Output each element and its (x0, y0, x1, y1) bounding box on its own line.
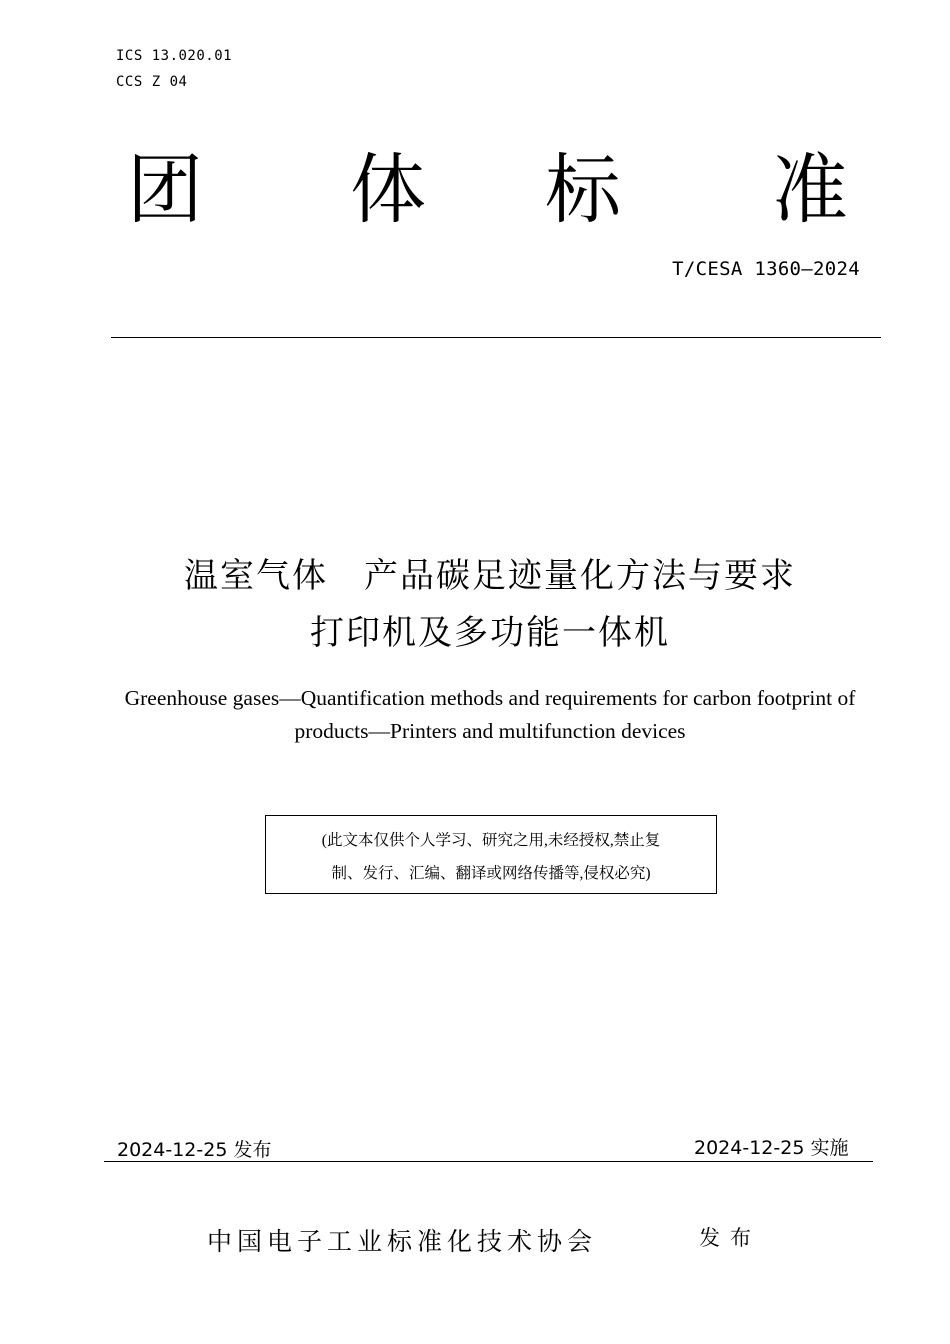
standard-code: T/CESA 1360—2024 (672, 258, 860, 280)
title-zh-line1: 温室气体 产品碳足迹量化方法与要求 (184, 556, 796, 596)
issue-label: 发布 (699, 1226, 761, 1250)
standard-type-char-4: 准 (772, 145, 848, 234)
copyright-notice-box (265, 815, 717, 894)
publish-date: 2024-12-25 发布 (117, 1139, 272, 1161)
standard-type-char-2: 体 (350, 145, 426, 234)
standard-type-char-3: 标 (545, 145, 621, 234)
ccs-code: CCS Z 04 (116, 74, 188, 90)
implement-date: 2024-12-25 实施 (694, 1137, 849, 1159)
title-en-line1: Greenhouse gases—Quantification methods and requirements for carbon footprint of (124, 686, 856, 710)
ics-code: ICS 13.020.01 (116, 48, 233, 64)
title-zh-line2: 打印机及多功能一体机 (310, 613, 670, 653)
top-divider (111, 337, 881, 338)
notice-line2: 制、发行、汇编、翻译或网络传播等,侵权必究) (331, 865, 651, 882)
issuing-organization: 中国电子工业标准化技术协会 (207, 1227, 598, 1256)
bottom-divider (104, 1161, 873, 1162)
notice-line1: (此文本仅供个人学习、研究之用,未经授权,禁止复 (321, 832, 661, 849)
standard-type-char-1: 团 (127, 145, 203, 234)
title-en-line2: products—Printers and multifunction devices (294, 719, 686, 743)
